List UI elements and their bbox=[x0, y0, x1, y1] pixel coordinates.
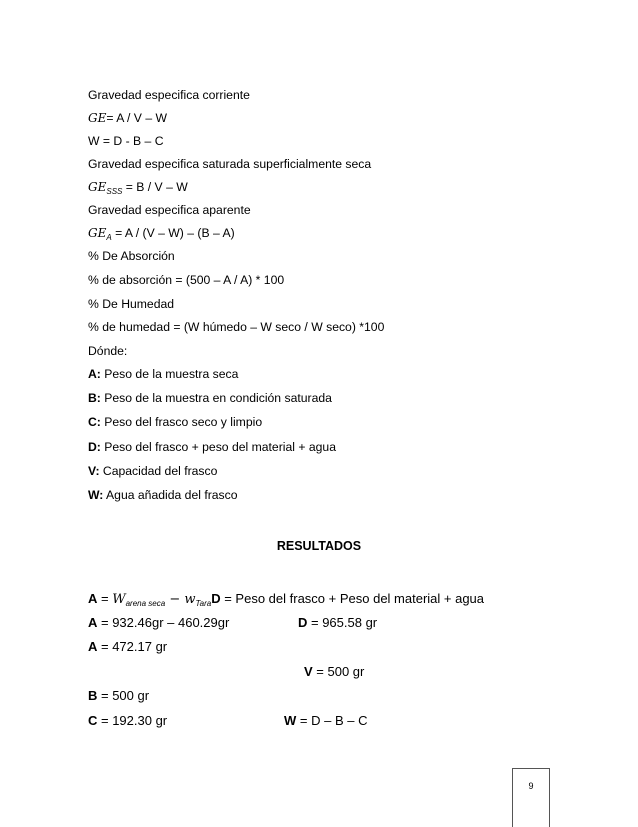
result-d-definition: = Peso del frasco + Peso del material + agua bbox=[220, 591, 485, 606]
definition-v bbox=[88, 463, 217, 479]
definition-key: B: bbox=[88, 391, 101, 405]
result-a-definition bbox=[88, 590, 484, 612]
result-a-w2-sub: Tara bbox=[195, 599, 212, 608]
result-a-w2: w bbox=[184, 592, 196, 607]
result-a-prefix: = bbox=[97, 591, 113, 606]
result-a-calc-label: A bbox=[88, 615, 98, 630]
ge-a-equation: = A / (V – W) – (B – A) bbox=[111, 226, 235, 240]
donde-label: Dónde: bbox=[88, 344, 128, 358]
result-a-w-sub: arena seca bbox=[125, 599, 166, 608]
result-a-w: W bbox=[112, 592, 126, 607]
ge-corriente-title: Gravedad especifica corriente bbox=[88, 88, 250, 102]
definition-key: D: bbox=[88, 440, 101, 454]
result-c-label: C bbox=[88, 713, 98, 728]
ge-equation: = A / V – W bbox=[106, 111, 167, 125]
ge-a-subscript: A bbox=[106, 233, 112, 242]
result-a-final bbox=[88, 638, 167, 655]
definition-text: Peso del frasco + peso del material + agua bbox=[100, 440, 336, 454]
result-b-label: B bbox=[88, 688, 98, 703]
result-d-value-text: = 965.58 gr bbox=[307, 615, 378, 630]
ge-sss-title: Gravedad especifica saturada superficialmente seca bbox=[88, 157, 372, 171]
result-c-value bbox=[88, 712, 167, 729]
definition-text: Agua añadida del frasco bbox=[103, 488, 238, 502]
result-v-value bbox=[304, 663, 364, 680]
result-w-value bbox=[284, 712, 367, 729]
definition-key: V: bbox=[88, 464, 100, 478]
ge-aparente-title: Gravedad especifica aparente bbox=[88, 203, 251, 217]
definition-c bbox=[88, 414, 262, 430]
definition-text: Peso de la muestra seca bbox=[100, 367, 239, 381]
definition-text: Capacidad del frasco bbox=[99, 464, 218, 478]
result-w-label: W bbox=[284, 713, 297, 728]
result-v-label: V bbox=[304, 664, 313, 679]
absorcion-formula: % de absorción = (500 – A / A) * 100 bbox=[88, 273, 285, 287]
result-b-value bbox=[88, 687, 149, 704]
page-number: 9 bbox=[528, 781, 534, 791]
definition-a bbox=[88, 366, 238, 382]
definition-w bbox=[88, 487, 238, 503]
definition-d bbox=[88, 439, 336, 455]
ge-sss-subscript: SSS bbox=[106, 187, 123, 196]
ge-a-formula bbox=[88, 225, 235, 246]
result-a-final-value: = 472.17 gr bbox=[97, 639, 168, 654]
result-a-calc-value: = 932.46gr – 460.29gr bbox=[97, 615, 230, 630]
page-number-box bbox=[512, 768, 550, 827]
result-w-text: = D – B – C bbox=[296, 713, 368, 728]
result-d-value-label: D bbox=[298, 615, 308, 630]
definition-key: W: bbox=[88, 488, 104, 502]
definition-text: Peso de la muestra en condición saturada bbox=[100, 391, 332, 405]
definition-text: Peso del frasco seco y limpio bbox=[100, 415, 263, 429]
definition-key: A: bbox=[88, 367, 101, 381]
ge-a-symbol: GE bbox=[88, 226, 107, 240]
ge-formula bbox=[88, 110, 167, 126]
definition-key: C: bbox=[88, 415, 101, 429]
result-a-minus: − bbox=[165, 592, 185, 607]
ge-sss-equation: = B / V – W bbox=[122, 180, 188, 194]
result-c-text: = 192.30 gr bbox=[97, 713, 168, 728]
ge-symbol: GE bbox=[88, 111, 107, 125]
humedad-title: % De Humedad bbox=[88, 297, 175, 311]
w-formula: W = D - B – C bbox=[88, 134, 164, 148]
definition-b bbox=[88, 390, 332, 406]
result-a-calc bbox=[88, 614, 229, 631]
result-b-text: = 500 gr bbox=[97, 688, 150, 703]
ge-sss-formula bbox=[88, 179, 188, 200]
result-a-final-label: A bbox=[88, 639, 98, 654]
results-heading: RESULTADOS bbox=[276, 539, 362, 553]
absorcion-title: % De Absorción bbox=[88, 249, 175, 263]
result-a-label: A bbox=[88, 591, 98, 606]
humedad-formula: % de humedad = (W húmedo – W seco / W seco) *100 bbox=[88, 320, 385, 334]
result-d-label: D bbox=[211, 591, 221, 606]
result-d-value bbox=[298, 614, 377, 631]
ge-sss-symbol: GE bbox=[88, 180, 107, 194]
result-v-text: = 500 gr bbox=[312, 664, 365, 679]
